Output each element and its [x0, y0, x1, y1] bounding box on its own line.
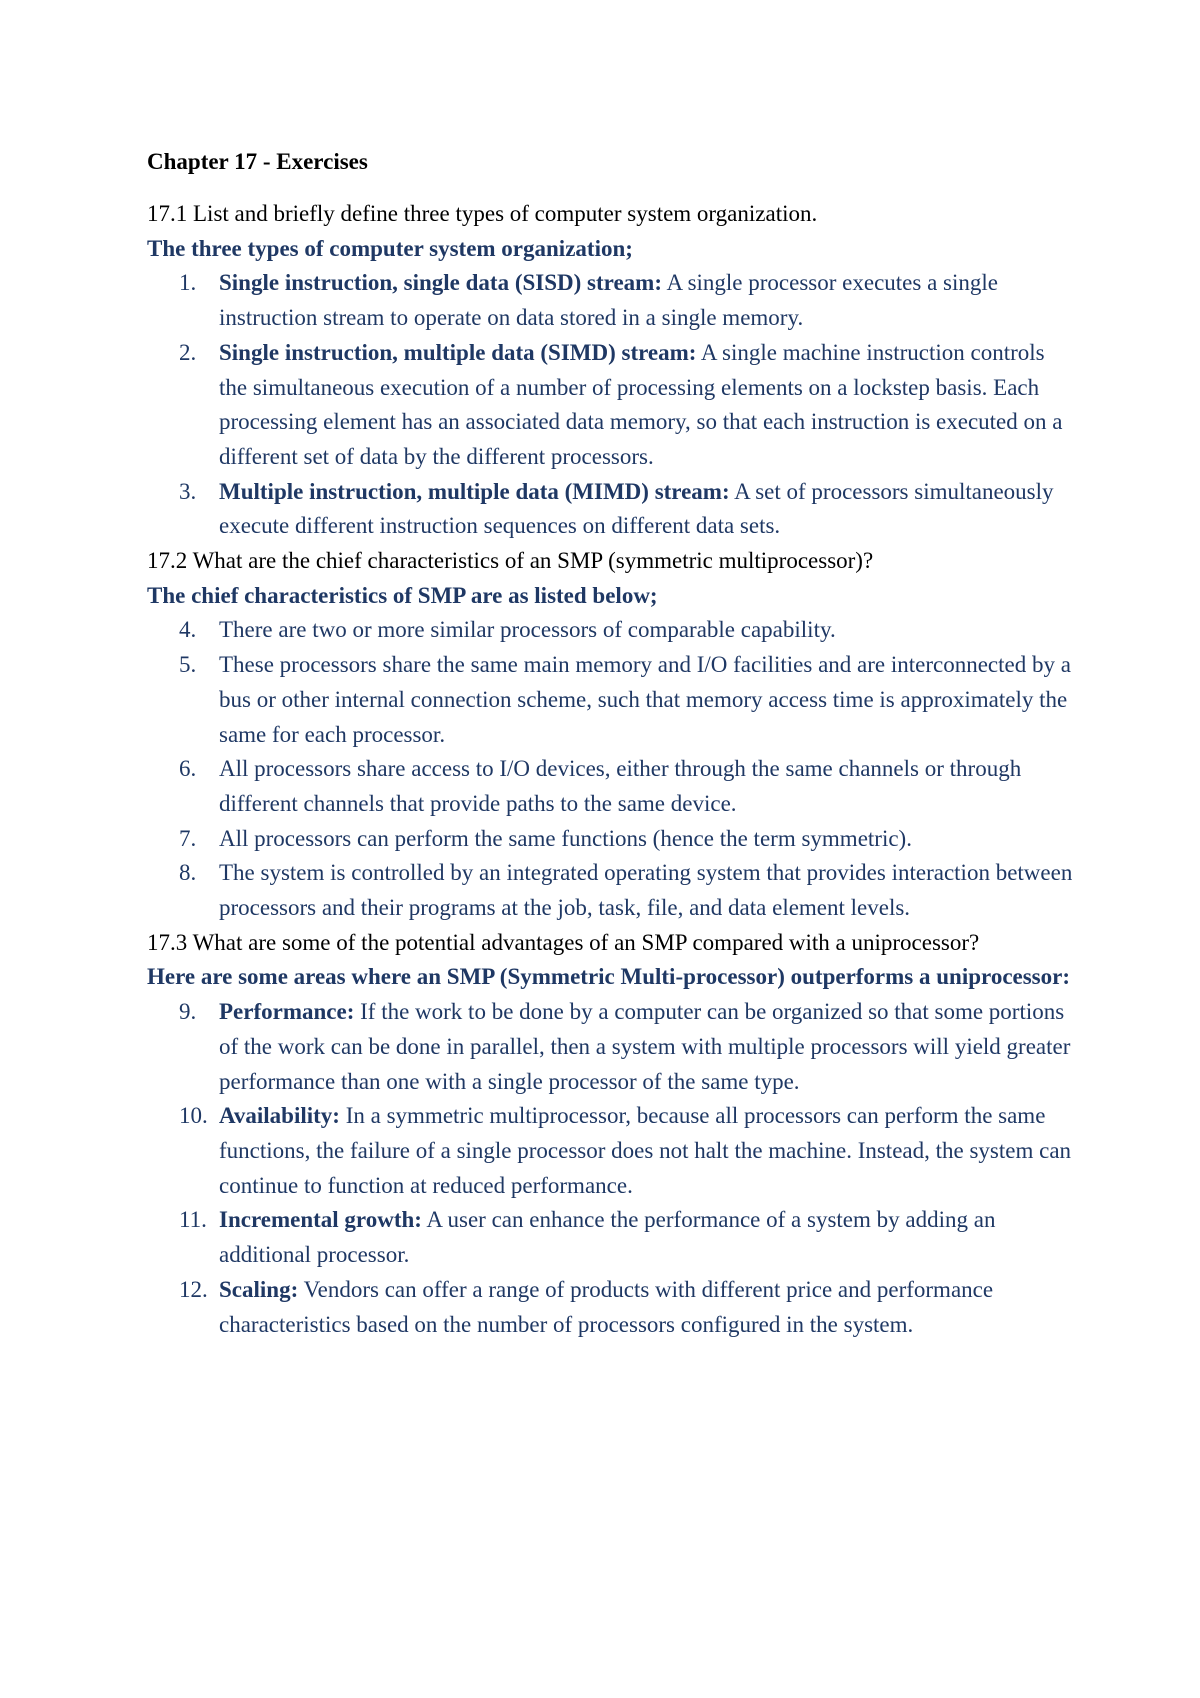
item-text: A single processor executes a single instruction stream to operate on data stored in a single memory. — [219, 270, 998, 331]
list-item — [147, 475, 1077, 544]
item-term: Multiple instruction, multiple data (MIMD) stream: — [219, 478, 730, 504]
item-number: 7. — [179, 825, 197, 851]
item-term: Incremental growth: — [219, 1207, 422, 1233]
answer-heading-17-1: The three types of computer system organization; — [147, 235, 633, 261]
chapter-title: Chapter 17 - Exercises — [147, 149, 368, 174]
item-number: 11. — [179, 1207, 207, 1233]
item-text: A user can enhance the performance of a system by adding an additional processor. — [219, 1207, 996, 1268]
item-number: 5. — [179, 652, 197, 678]
list-item — [147, 1099, 1077, 1203]
item-number: 12. — [179, 1276, 208, 1302]
list-item — [147, 613, 1077, 648]
item-term: Availability: — [219, 1103, 340, 1129]
item-number: 4. — [179, 617, 197, 643]
item-text: A single machine instruction controls the simultaneous execution of a number of processing elements on a lockstep basis. Each processing element has an associated data memory, so that each instruction is executed on a different set of data by the different processors. — [219, 339, 1063, 469]
item-number: 10. — [179, 1103, 208, 1129]
list-item — [147, 856, 1077, 925]
item-number: 6. — [179, 756, 197, 782]
item-text: All processors share access to I/O devices, either through the same channels or through different channels that provide paths to the same device. — [219, 756, 1022, 816]
item-number: 9. — [179, 999, 197, 1025]
item-number: 8. — [179, 860, 197, 886]
item-term: Single instruction, multiple data (SIMD) stream: — [219, 339, 697, 365]
list-item — [147, 995, 1077, 1099]
question-17-3: 17.3 What are some of the potential advantages of an SMP compared with a uniprocessor? — [147, 929, 980, 955]
item-text: In a symmetric multiprocessor, because all processors can perform the same functions, the failure of a single processor does not halt the machine. Instead, the system can continue to function at reduced performance. — [219, 1103, 1072, 1198]
item-term: Single instruction, single data (SISD) stream: — [219, 270, 662, 296]
document-page — [147, 145, 1077, 1342]
item-text: All processors can perform the same functions (hence the term symmetric). — [219, 825, 912, 851]
question-17-2: 17.2 What are the chief characteristics of an SMP (symmetric multiprocessor)? — [147, 548, 874, 574]
answer-heading-17-2: The chief characteristics of SMP are as listed below; — [147, 582, 658, 608]
item-text: If the work to be done by a computer can be organized so that some portions of the work can be done in parallel, then a system with multiple processors will yield greater performance than one with a single processor of the same type. — [219, 999, 1071, 1094]
item-text: There are two or more similar processors of comparable capability. — [219, 617, 836, 643]
list-item — [147, 336, 1077, 475]
item-term: Scaling: — [219, 1276, 299, 1302]
list-item — [147, 822, 1077, 857]
answer-list-17-3 — [147, 995, 1077, 1342]
item-text: The system is controlled by an integrated operating system that provides interaction between processors and their programs at the job, task, file, and data element levels. — [219, 860, 1073, 921]
answer-list-17-1 — [147, 266, 1077, 544]
item-term: Performance: — [219, 999, 355, 1025]
item-number: 2. — [179, 339, 197, 365]
answer-heading-17-3: Here are some areas where an SMP (Symmetric Multi-processor) outperforms a uniprocessor: — [147, 964, 1070, 990]
item-number: 1. — [179, 270, 197, 296]
list-item — [147, 1203, 1077, 1272]
item-text: These processors share the same main memory and I/O facilities and are interconnected by a bus or other internal connection scheme, such that memory access time is approximately the same for each processor. — [219, 652, 1071, 747]
list-item — [147, 648, 1077, 752]
item-number: 3. — [179, 478, 197, 504]
list-item — [147, 752, 1077, 821]
list-item — [147, 1273, 1077, 1342]
item-text: Vendors can offer a range of products with different price and performance characteristics based on the number of processors configured in the system. — [219, 1276, 994, 1337]
question-17-1: 17.1 List and briefly define three types of computer system organization. — [147, 201, 818, 226]
answer-list-17-2 — [147, 613, 1077, 925]
list-item — [147, 266, 1077, 335]
item-text: A set of processors simultaneously execute different instruction sequences on different data sets. — [219, 478, 1054, 539]
